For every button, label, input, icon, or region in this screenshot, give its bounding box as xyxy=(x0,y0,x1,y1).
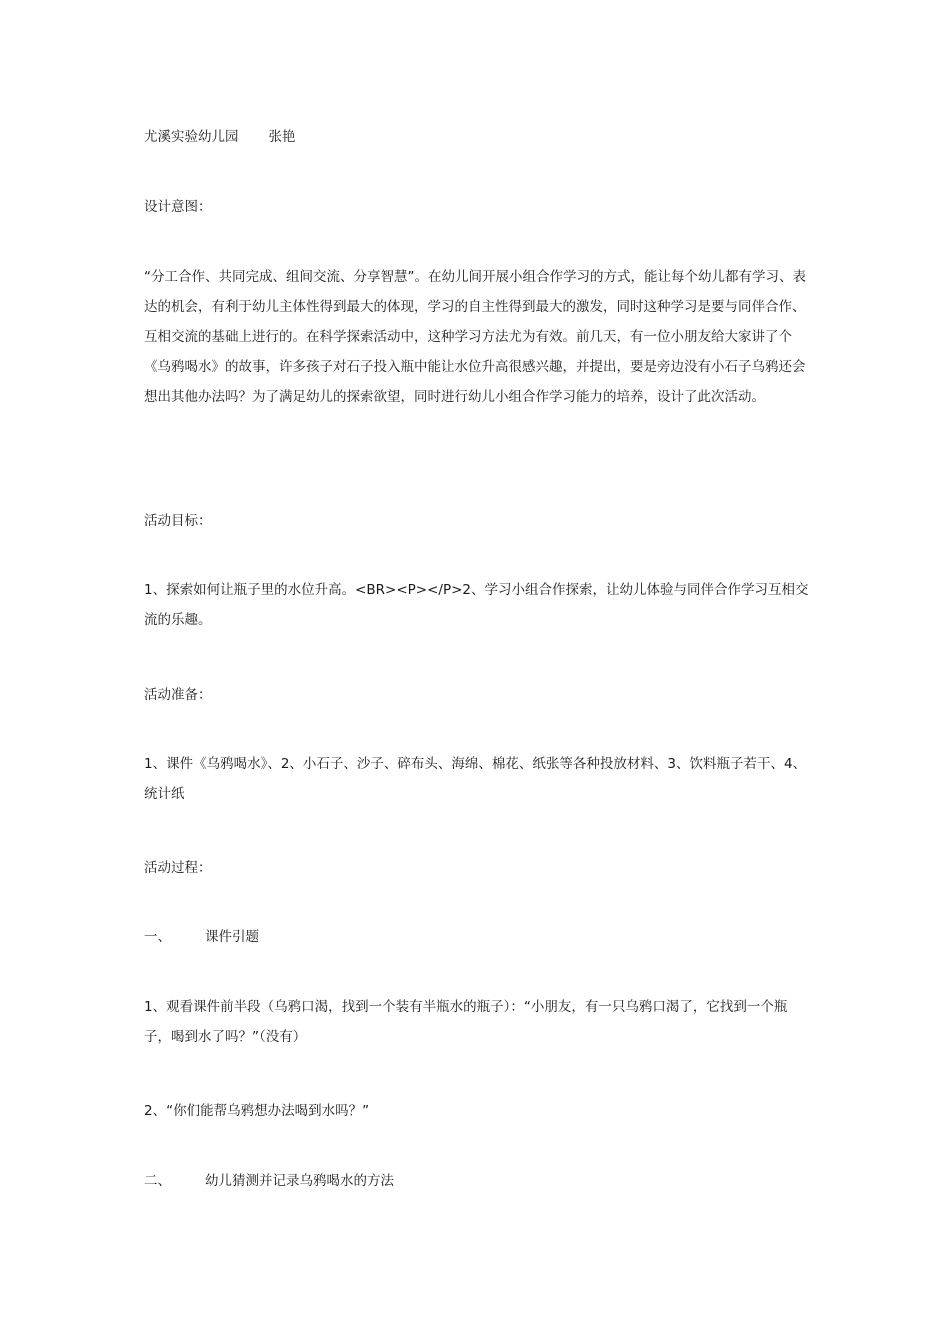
author-name: 张艳 xyxy=(268,129,296,145)
school-name: 尤溪实验幼儿园 xyxy=(144,129,239,145)
section-two-number: 二、 xyxy=(144,1173,171,1189)
section-one-heading xyxy=(144,922,814,952)
section-two-title: 幼儿猜测并记录乌鸦喝水的方法 xyxy=(205,1173,394,1189)
design-heading: 设计意图： xyxy=(144,199,212,215)
prep-heading: 活动准备： xyxy=(144,687,212,703)
goals-heading: 活动目标： xyxy=(144,513,212,529)
prep-paragraph: 1、课件《乌鸦喝水》、2、小石子、沙子、碎布头、海绵、棉花、纸张等各种投放材料、3、饮料瓶子若干、4、统计纸 xyxy=(144,756,807,802)
section-one-number: 一、 xyxy=(144,929,171,945)
step-two-paragraph: 2、“你们能帮乌鸦想办法喝到水吗？” xyxy=(144,1103,370,1119)
goals-paragraph: 1、探索如何让瓶子里的水位升高。<BR><P></P>2、学习小组合作探索，让幼儿体验与同伴合作学习互相交流的乐趣。 xyxy=(144,582,809,628)
step-one-paragraph: 1、观看课件前半段（乌鸦口渴，找到一个装有半瓶水的瓶子）：“小朋友，有一只乌鸦口渴了，它找到一个瓶子，喝到水了吗？”（没有） xyxy=(144,999,788,1045)
design-paragraph: “分工合作、共同完成、组间交流、分享智慧”。在幼儿间开展小组合作学习的方式，能让每个幼儿都有学习、表达的机会，有利于幼儿主体性得到最大的体现，学习的自主性得到最大的激发，同时这种学习是要与同伴合作、互相交流的基础上进行的。在科学探索活动中，这种学习方法尤为有效。前几天，有一位小朋友给大家讲了个《乌鸦喝水》的故事，许多孩子对石子投入瓶中能让水位升高很感兴趣，并提出，要是旁边没有小石子乌鸦还会想出其他办法吗？为了满足幼儿的探索欲望，同时进行幼儿小组合作学习能力的培养，设计了此次活动。 xyxy=(144,269,806,405)
section-one-title: 课件引题 xyxy=(205,929,259,945)
section-two-heading xyxy=(144,1166,814,1196)
header-line xyxy=(144,122,814,152)
process-heading: 活动过程： xyxy=(144,860,212,876)
